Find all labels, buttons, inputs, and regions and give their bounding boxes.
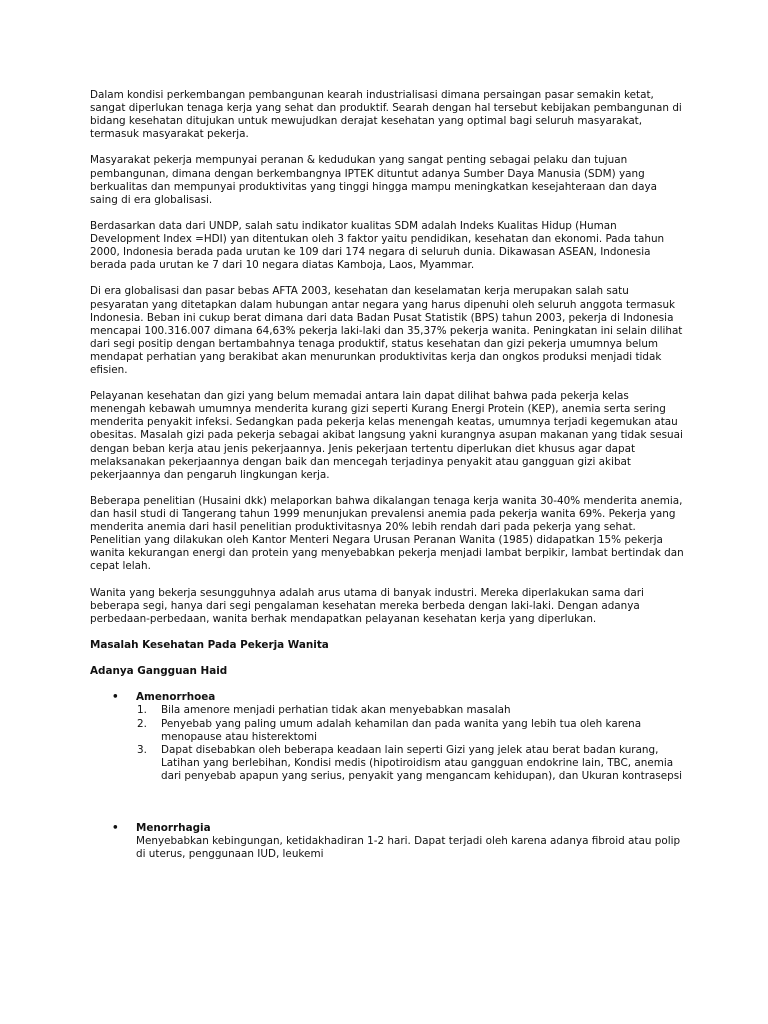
list-item-text: Bila amenore menjadi perhatian tidak akan menyebabkan masalah [161, 704, 511, 717]
paragraph: Masyarakat pekerja mempunyai peranan & kedudukan yang sangat penting sebagai pelaku dan tujuan pembangunan, dimana dengan berkembangnya IPTEK dituntut adanya Sumber Daya Manusia (SDM) yang berkualitas dan mempunyai produktivitas yang tinggi hingga mampu meningkatkan kesejahteraan dan daya saing di era globalisasi. [90, 154, 658, 206]
paragraph: Berdasarkan data dari UNDP, salah satu indikator kualitas SDM adalah Indeks Kualitas Hidup (Human Development Index =HDI) yan ditentukan oleh 3 faktor yaitu pendidikan, kesehatan dan ekonomi. Pada tahun 2000, Indonesia berada pada urutan ke 109 dari 174 negara di seluruh dunia. Dikawasan ASEAN, Indonesia berada pada urutan ke 7 dari 10 negara diatas Kamboja, Laos, Myammar. [90, 219, 665, 272]
section-heading: Masalah Kesehatan Pada Pekerja Wanita [90, 638, 329, 651]
list-item-text: Penyebab yang paling umum adalah kehamilan dan pada wanita yang lebih tua oleh karena menopause atau histerektomi [161, 717, 642, 743]
paragraph: Wanita yang bekerja sesungguhnya adalah arus utama di banyak industri. Mereka diperlakukan sama dari beberapa segi, hanya dari segi pengalaman kesehatan mereka berbeda dengan laki-laki. Dengan adanya perbedaan-perbedaan, wanita berhak mendapatkan pelayanan kesehatan kerja yang diperlukan. [90, 586, 644, 625]
paragraph: Beberapa penelitian (Husaini dkk) melaporkan bahwa dikalangan tenaga kerja wanita 30-40% menderita anemia, dan hasil studi di Tangerang tahun 1999 menunjukan prevalensi anemia pada pekerja wanita 69%. Pekerja yang menderita anemia dari hasil penelitian produktivitasnya 20% lebih rendah dari pada pekerja yang sehat. Penelitian yang dilakukan oleh Kantor Menteri Negara Urusan Peranan Wanita (1985) didapatkan 15% pekerja wanita kekurangan energi dan protein yang menyebabkan pekerja menjadi lambat berpikir, lambat bertindak dan cepat lelah. [90, 494, 684, 573]
paragraph: Pelayanan kesehatan dan gizi yang belum memadai antara lain dapat dilihat bahwa pada pekerja kelas menengah kebawah umumnya menderita kurang gizi seperti Kurang Energi Protein (KEP), anemia serta sering menderita penyakit infeksi. Sedangkan pada pekerja kelas menengah keatas, umumnya terjadi kegemukan atau obesitas. Masalah gizi pada pekerja sebagai akibat langsung yakni kurangnya asupan makanan yang tidak sesuai dengan beban kerja atau jenis pekerjaannya. Jenis pekerjaan tertentu diperlukan diet khusus agar dapat melaksanakan pekerjaannya dengan baik dan mencegah terjadinya penyakit atau gangguan gizi akibat pekerjaannya dan pengaruh lingkungan kerja. [90, 390, 683, 481]
spacer [90, 783, 685, 822]
bullet-icon: • [112, 821, 119, 834]
bullet-title: Amenorrhoea [136, 691, 216, 704]
document-page [90, 89, 685, 861]
list-number: 2. [137, 717, 147, 730]
list-item-text: Dapat disebabkan oleh beberapa keadaan lain seperti Gizi yang jelek atau berat badan kurang, Latihan yang berlebihan, Kondisi medis (hipotiroidism atau gangguan endokrine lain, TBC, anemia dari penyebab apapun yang serius, penyakit yang mengancam kehidupan), dan Ukuran kontrasepsi [161, 743, 683, 782]
paragraph: Di era globalisasi dan pasar bebas AFTA 2003, kesehatan dan keselamatan kerja merupakan salah satu pesyaratan yang ditetapkan dalam hubungan antar negara yang harus dipenuhi oleh seluruh anggota termasuk Indonesia. Beban ini cukup berat dimana dari data Badan Pusat Statistik (BPS) tahun 2003, pekerja di Indonesia mencapai 100.316.007 dimana 64,63% pekerja laki-laki dan 35,37% pekerja wanita. Peningkatan ini selain dilihat dari segi positip dengan bertambahnya tenaga produktif, status kesehatan dan gizi pekerja umumnya belum mendapat perhatian yang berakibat akan menurunkan produktivitas kerja dan ongkos produksi menjadi tidak efisien. [90, 285, 683, 376]
list-number: 1. [137, 704, 147, 717]
list-item [136, 704, 685, 717]
bullet-description: Menyebabkan kebingungan, ketidakhadiran 1-2 hari. Dapat terjadi oleh karena adanya fibroid atau polip di uterus, penggunaan IUD, leukemi [136, 835, 681, 861]
paragraph: Dalam kondisi perkembangan pembangunan kearah industrialisasi dimana persaingan pasar semakin ketat, sangat diperlukan tenaga kerja yang sehat dan produktif. Searah dengan hal tersebut kebijakan pembangunan di bidang kesehatan ditujukan untuk mewujudkan derajat kesehatan yang optimal bagi seluruh masyarakat, termasuk masyarakat pekerja. [90, 89, 682, 141]
list-item [136, 718, 685, 744]
numbered-list [136, 704, 685, 783]
list-number: 3. [137, 743, 147, 756]
bullet-title: Menorrhagia [136, 821, 211, 834]
list-item [136, 744, 685, 783]
subsection-heading: Adanya Gangguan Haid [90, 665, 228, 678]
bullet-item-menorrhagia [90, 822, 685, 861]
bullet-icon: • [112, 691, 119, 704]
bullet-item-amenorrhoea [90, 691, 685, 783]
